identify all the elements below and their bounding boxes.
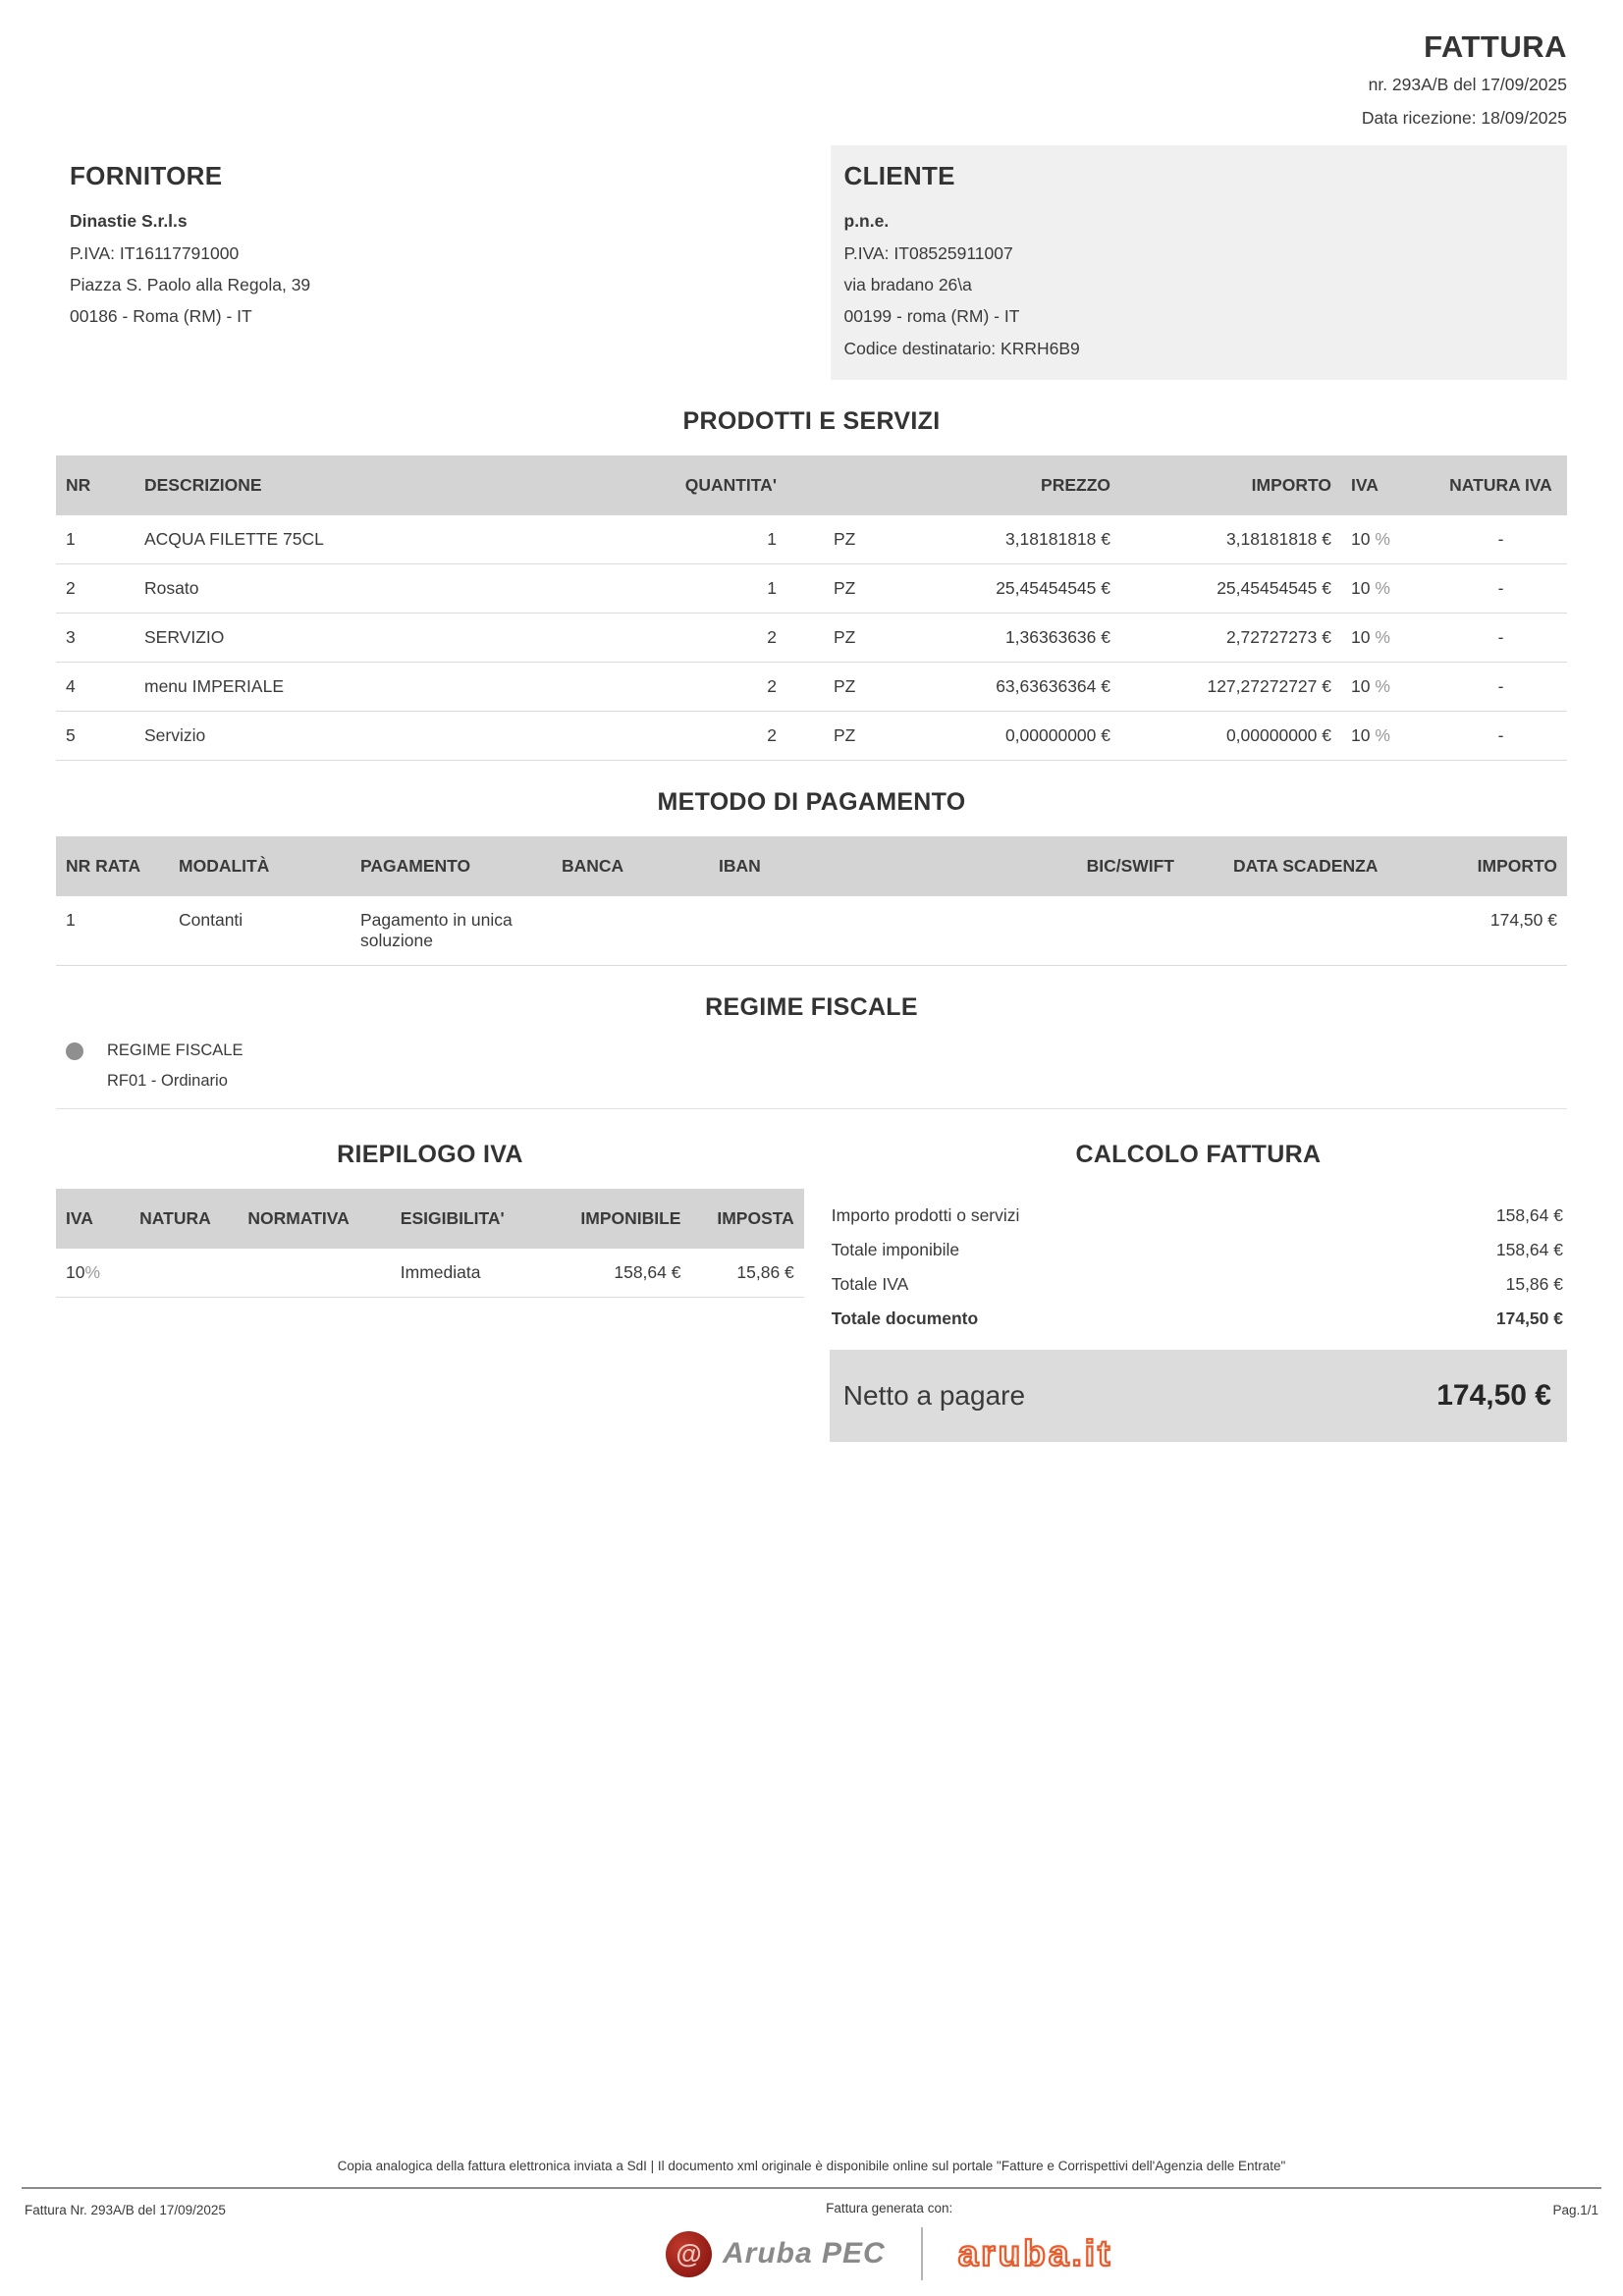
calc-row xyxy=(830,1233,1567,1267)
cell-qty: 2 xyxy=(669,663,786,712)
cell-prezzo: 63,63636364 € xyxy=(894,663,1120,712)
supplier-box xyxy=(56,145,793,380)
footer-note: Copia analogica della fattura elettronica inviata a SdI | Il documento xml originale è disponibile online sul portale "Fatture e Corrispettivi dell'Agenzia delle Entrate" xyxy=(337,2159,1286,2173)
cell-importo: 3,18181818 € xyxy=(1120,515,1341,564)
product-row xyxy=(56,515,1567,564)
cell-iva: 10 % xyxy=(1341,663,1434,712)
supplier-vat: P.IVA: IT16117791000 xyxy=(70,242,240,263)
invoice-calc-column xyxy=(830,1113,1567,1442)
products-table xyxy=(56,455,1567,761)
cell-nr: 3 xyxy=(56,614,135,663)
document-reception-date: Data ricezione: 18/09/2025 xyxy=(1361,108,1567,129)
regime-section-title: REGIME FISCALE xyxy=(705,993,918,1022)
customer-box xyxy=(831,145,1568,380)
document-header xyxy=(56,29,1567,132)
product-row xyxy=(56,712,1567,761)
col-iva-summary: IVA xyxy=(56,1189,130,1249)
col-importo: IMPORTO xyxy=(1120,455,1341,515)
cell-desc: ACQUA FILETTE 75CL xyxy=(135,515,669,564)
col-quantita: QUANTITA' xyxy=(669,455,786,515)
cell-esigibilita: Immediata xyxy=(391,1249,548,1298)
vat-summary-title: RIEPILOGO IVA xyxy=(337,1141,523,1169)
footer-row xyxy=(25,2201,1598,2280)
cell-importo-pagamento: 174,50 € xyxy=(1405,896,1567,966)
aruba-pec-seal-icon: @ xyxy=(666,2231,712,2277)
aruba-pec-wordmark: Aruba PEC xyxy=(723,2237,886,2269)
regime-fiscale-section xyxy=(56,993,1567,1109)
customer-vat: P.IVA: IT08525911007 xyxy=(843,242,1013,263)
cell-natura: - xyxy=(1434,515,1567,564)
cell-importo: 0,00000000 € xyxy=(1120,712,1341,761)
customer-city: 00199 - roma (RM) - IT xyxy=(843,306,1020,327)
cell-natura: - xyxy=(1434,712,1567,761)
footer-logos xyxy=(226,2227,1553,2280)
col-prezzo: PREZZO xyxy=(894,455,1120,515)
col-um xyxy=(786,455,894,515)
vat-summary-row xyxy=(56,1249,804,1298)
supplier-city: 00186 - Roma (RM) - IT xyxy=(70,306,252,327)
col-banca: BANCA xyxy=(552,836,709,896)
net-to-pay-value: 174,50 € xyxy=(1436,1379,1551,1413)
calc-row xyxy=(830,1267,1567,1302)
col-nr: NR xyxy=(56,455,135,515)
customer-dest-code: Codice destinatario: KRRH6B9 xyxy=(843,338,1080,358)
cell-iva: 10 % xyxy=(1341,712,1434,761)
calc-row xyxy=(830,1199,1567,1233)
footer-center xyxy=(226,2201,1553,2280)
cell-desc: Servizio xyxy=(135,712,669,761)
calc-value: 15,86 € xyxy=(1505,1274,1563,1295)
cell-iban xyxy=(709,896,1037,966)
payment-table xyxy=(56,836,1567,966)
cell-nr-rata: 1 xyxy=(56,896,169,966)
cell-nr: 5 xyxy=(56,712,135,761)
cell-qty: 1 xyxy=(669,564,786,614)
cell-prezzo: 3,18181818 € xyxy=(894,515,1120,564)
cell-prezzo: 25,45454545 € xyxy=(894,564,1120,614)
col-natura-summary: NATURA xyxy=(130,1189,238,1249)
cell-natura: - xyxy=(1434,614,1567,663)
cell-um: PZ xyxy=(786,663,894,712)
cell-natura: - xyxy=(1434,663,1567,712)
aruba-it-wordmark: aruba.it xyxy=(957,2233,1113,2273)
cell-iva: 10 % xyxy=(1341,564,1434,614)
supplier-address: Piazza S. Paolo alla Regola, 39 xyxy=(70,275,311,294)
col-importo-pagamento: IMPORTO xyxy=(1405,836,1567,896)
cell-nr: 4 xyxy=(56,663,135,712)
col-iva: IVA xyxy=(1341,455,1434,515)
cell-qty: 2 xyxy=(669,712,786,761)
payment-section-title: METODO DI PAGAMENTO xyxy=(657,788,966,817)
cell-bic-swift xyxy=(1037,896,1184,966)
customer-heading: CLIENTE xyxy=(843,161,955,191)
payment-header-row xyxy=(56,836,1567,896)
cell-importo: 25,45454545 € xyxy=(1120,564,1341,614)
document-title: FATTURA xyxy=(1424,29,1567,64)
cell-desc: SERVIZIO xyxy=(135,614,669,663)
supplier-name: Dinastie S.r.l.s xyxy=(70,211,188,232)
cell-natura: - xyxy=(1434,564,1567,614)
invoice-calc-title: CALCOLO FATTURA xyxy=(1075,1141,1322,1169)
products-header-row xyxy=(56,455,1567,515)
col-imposta: IMPOSTA xyxy=(690,1189,803,1249)
vat-summary-table xyxy=(56,1189,804,1298)
net-to-pay-box xyxy=(830,1350,1567,1442)
product-row xyxy=(56,614,1567,663)
product-row xyxy=(56,663,1567,712)
invoice-calc-rows xyxy=(830,1199,1567,1336)
col-esigibilita: ESIGIBILITA' xyxy=(391,1189,548,1249)
document-number: nr. 293A/B del 17/09/2025 xyxy=(1368,75,1567,94)
col-pagamento: PAGAMENTO xyxy=(351,836,552,896)
calc-label: Importo prodotti o servizi xyxy=(831,1205,1020,1226)
calc-label: Totale imponibile xyxy=(831,1240,960,1260)
cell-banca xyxy=(552,896,709,966)
cell-qty: 2 xyxy=(669,614,786,663)
cell-prezzo: 1,36363636 € xyxy=(894,614,1120,663)
col-data-scadenza: DATA SCADENZA xyxy=(1223,836,1405,896)
col-iban: IBAN xyxy=(709,836,1037,896)
cell-iva-rate: 10% xyxy=(56,1249,130,1298)
calc-label: Totale IVA xyxy=(831,1274,909,1295)
supplier-heading: FORNITORE xyxy=(70,161,223,191)
cell-um: PZ xyxy=(786,515,894,564)
calc-value: 158,64 € xyxy=(1495,1205,1563,1226)
cell-modalita: Contanti xyxy=(169,896,351,966)
cell-qty: 1 xyxy=(669,515,786,564)
footer-divider xyxy=(22,2187,1601,2189)
cell-nr: 2 xyxy=(56,564,135,614)
regime-label: REGIME FISCALE xyxy=(107,1041,243,1060)
vat-summary-column xyxy=(56,1113,804,1298)
page-footer xyxy=(0,2159,1623,2280)
cell-normativa xyxy=(238,1249,390,1298)
calc-label: Totale documento xyxy=(831,1308,979,1329)
net-to-pay-label: Netto a pagare xyxy=(842,1380,1026,1412)
col-imponibile: IMPONIBILE xyxy=(548,1189,690,1249)
cell-data-scadenza xyxy=(1223,896,1405,966)
calc-value: 158,64 € xyxy=(1495,1240,1563,1260)
footer-page-number: Pag.1/1 xyxy=(1552,2203,1598,2217)
calc-row-total xyxy=(830,1302,1567,1336)
cell-iva: 10 % xyxy=(1341,515,1434,564)
logo-divider xyxy=(921,2227,923,2280)
col-natura-iva: NATURA IVA xyxy=(1434,455,1567,515)
col-descrizione: DESCRIZIONE xyxy=(135,455,669,515)
col-modalita: MODALITÀ xyxy=(169,836,351,896)
bullet-icon xyxy=(66,1042,83,1060)
products-section-title: PRODOTTI E SERVIZI xyxy=(682,407,941,436)
cell-nr: 1 xyxy=(56,515,135,564)
col-normativa: NORMATIVA xyxy=(238,1189,390,1249)
cell-imposta: 15,86 € xyxy=(690,1249,803,1298)
cell-um: PZ xyxy=(786,614,894,663)
product-row xyxy=(56,564,1567,614)
col-gap xyxy=(1184,836,1223,896)
aruba-pec-logo xyxy=(666,2231,886,2277)
cell-gap xyxy=(1184,896,1223,966)
totals-section xyxy=(56,1113,1567,1442)
cell-iva: 10 % xyxy=(1341,614,1434,663)
customer-name: p.n.e. xyxy=(843,211,890,232)
customer-address: via bradano 26\a xyxy=(843,275,972,294)
cell-natura-summary xyxy=(130,1249,238,1298)
col-bic-swift: BIC/SWIFT xyxy=(1037,836,1184,896)
payment-row xyxy=(56,896,1567,966)
regime-value: RF01 - Ordinario xyxy=(107,1072,228,1091)
cell-pagamento: Pagamento in unica soluzione xyxy=(351,896,552,966)
cell-um: PZ xyxy=(786,564,894,614)
cell-desc: Rosato xyxy=(135,564,669,614)
cell-um: PZ xyxy=(786,712,894,761)
col-nr-rata: NR RATA xyxy=(56,836,169,896)
footer-invoice-ref: Fattura Nr. 293A/B del 17/09/2025 xyxy=(25,2203,226,2217)
parties-section xyxy=(56,145,1567,380)
cell-prezzo: 0,00000000 € xyxy=(894,712,1120,761)
regime-row xyxy=(66,1041,1567,1060)
calc-value: 174,50 € xyxy=(1495,1308,1563,1329)
cell-desc: menu IMPERIALE xyxy=(135,663,669,712)
cell-imponibile: 158,64 € xyxy=(548,1249,690,1298)
cell-importo: 2,72727273 € xyxy=(1120,614,1341,663)
footer-generated-with: Fattura generata con: xyxy=(826,2201,953,2216)
cell-importo: 127,27272727 € xyxy=(1120,663,1341,712)
vat-summary-header-row xyxy=(56,1189,804,1249)
